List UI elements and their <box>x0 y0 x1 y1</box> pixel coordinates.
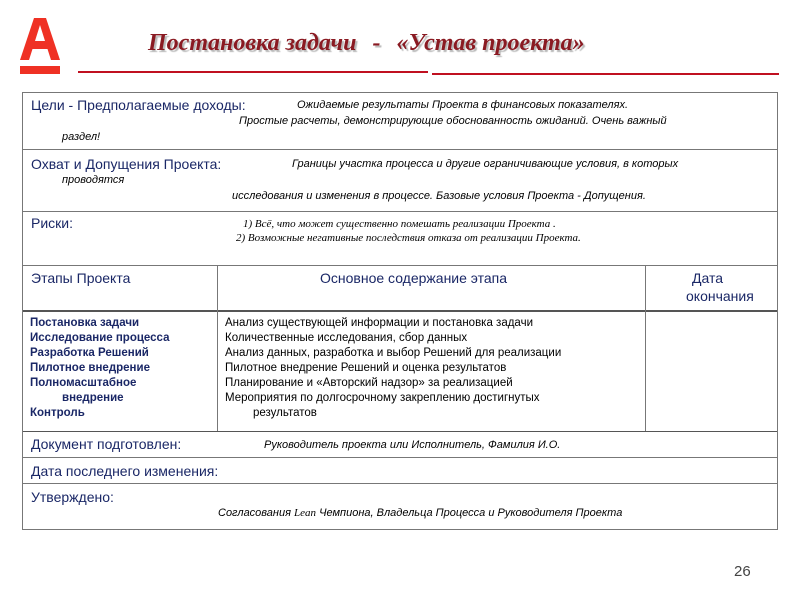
last-change-label: Дата последнего изменения: <box>31 463 219 479</box>
stage-item: Контроль <box>30 407 85 419</box>
stage-item: Разработка Решений <box>30 347 149 359</box>
stage-content: Количественные исследования, сбор данных <box>225 332 468 344</box>
date-col-header-line-2: окончания <box>686 288 754 304</box>
stages-divider-2 <box>645 266 646 431</box>
stages-divider-1 <box>217 266 218 431</box>
approved-value-suffix: Чемпиона, Владельца Процесса и Руководителя Проекта <box>319 507 623 519</box>
scope-label: Охват и Допущения Проекта: <box>31 156 222 172</box>
title-part-1: Постановка задачи <box>148 30 357 56</box>
page-title <box>148 30 708 57</box>
goals-label: Цели - Предполагаемые доходы: <box>31 97 246 113</box>
prepared-label: Документ подготовлен: <box>31 436 182 452</box>
goals-text-line-1: Ожидаемые результаты Проекта в финансовых показателях. <box>297 99 629 111</box>
scope-text-line-3: исследования и изменения в процессе. Базовые условия Проекта - Допущения. <box>232 190 646 202</box>
title-underline-right <box>432 73 779 75</box>
stage-content: Планирование и «Авторский надзор» за реализацией <box>225 377 513 389</box>
prepared-value: Руководитель проекта или Исполнитель, Фамилия И.О. <box>264 439 561 451</box>
risks-text-line-2: 2) Возможные негативные последствия отказа от реализации Проекта. <box>236 232 581 244</box>
stage-item: Постановка задачи <box>30 317 140 329</box>
goals-text-line-3: раздел! <box>62 131 101 143</box>
approved-value-prefix: Согласования <box>218 507 291 519</box>
approved-value-lean: Lean <box>294 507 317 519</box>
stage-item: Пилотное внедрение <box>30 362 150 374</box>
approved-label: Утверждено: <box>31 489 114 505</box>
title-part-2: «Устав проекта» <box>396 30 585 56</box>
stage-item: Исследование процесса <box>30 332 170 344</box>
goals-text-line-2: Простые расчеты, демонстрирующие обоснованность ожиданий. Очень важный <box>239 115 667 127</box>
approved-value <box>218 507 622 519</box>
stages-col-header: Этапы Проекта <box>31 270 131 286</box>
date-col-header-line-1: Дата <box>692 270 724 286</box>
risks-label: Риски: <box>31 215 73 231</box>
stage-content: Анализ существующей информации и постановка задачи <box>225 317 533 329</box>
stage-content: Анализ данных, разработка и выбор Решений для реализации <box>225 347 562 359</box>
title-separator: - <box>372 30 381 56</box>
alfa-logo-icon <box>18 14 62 76</box>
scope-text-line-1: Границы участка процесса и другие ограничивающие условия, в которых <box>292 158 679 170</box>
stage-content: Пилотное внедрение Решений и оценка результатов <box>225 362 507 374</box>
scope-text-line-2: проводятся <box>62 174 125 186</box>
stage-content: Мероприятия по долгосрочному закреплению достигнутых <box>225 392 540 404</box>
page-number: 26 <box>734 563 751 580</box>
title-underline-left <box>78 71 428 73</box>
stage-item: внедрение <box>62 392 124 404</box>
stage-item: Полномасштабное <box>30 377 137 389</box>
stage-content: результатов <box>253 407 317 419</box>
content-col-header: Основное содержание этапа <box>320 270 508 286</box>
risks-text-line-1: 1) Всё, что может существенно помешать реализации Проекта . <box>243 218 556 230</box>
